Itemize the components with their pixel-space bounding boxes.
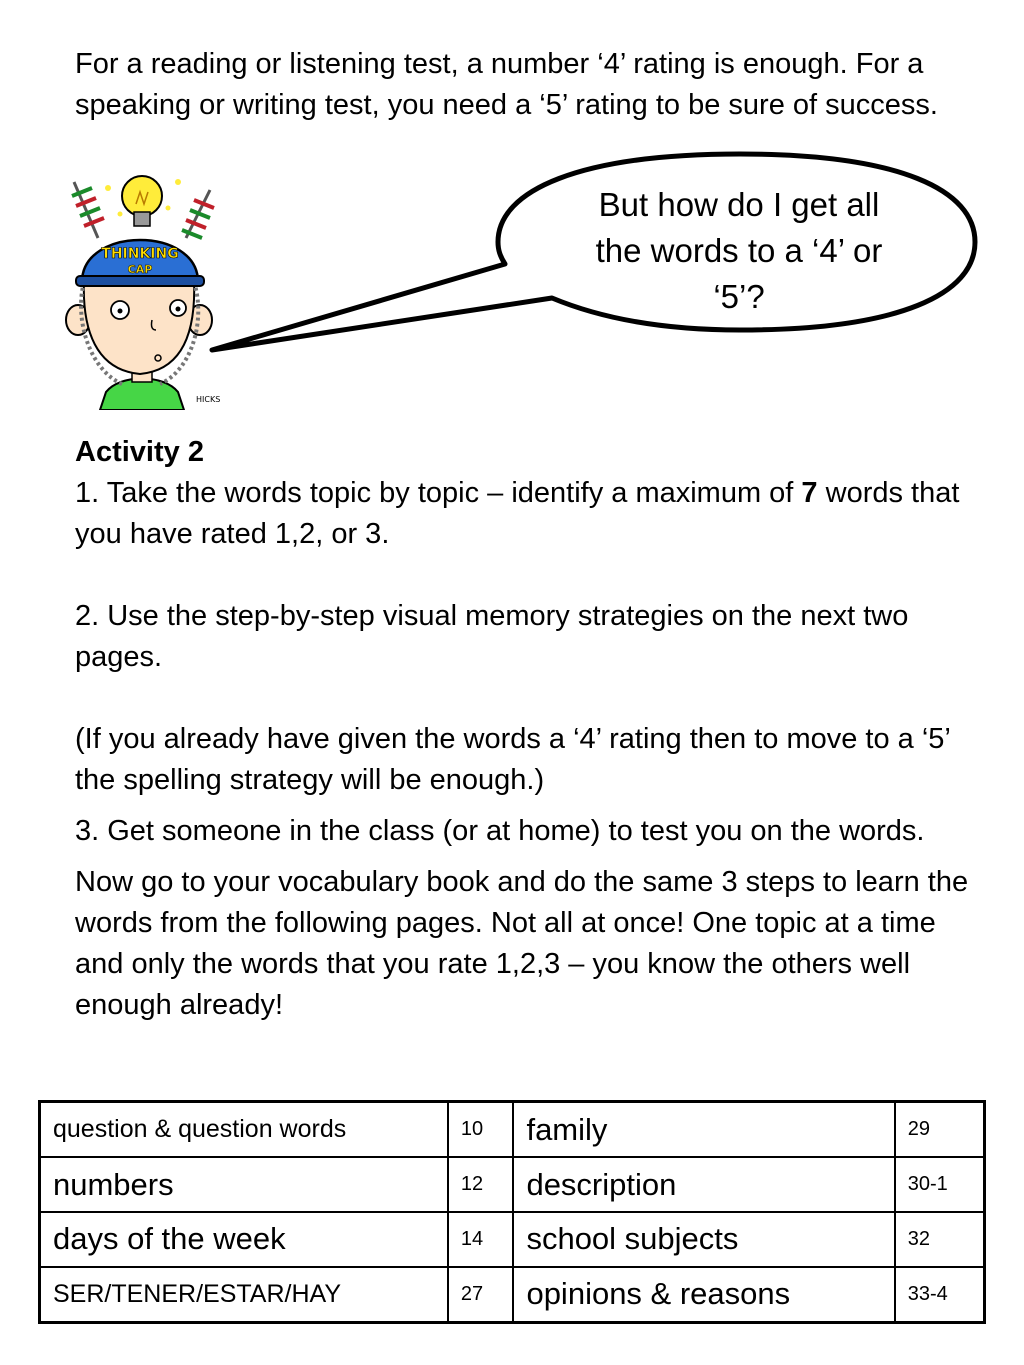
topic-cell: family <box>513 1102 894 1158</box>
page-cell: 10 <box>448 1102 514 1158</box>
step-1-text: 1. Take the words topic by topic – identify a maximum of <box>75 477 802 509</box>
topic-cell: SER/TENER/ESTAR/HAY <box>40 1267 448 1323</box>
cap-sublabel: CAP <box>127 263 153 276</box>
page-cell: 30-1 <box>895 1157 985 1212</box>
topic-cell: question & question words <box>40 1102 448 1158</box>
step-1-bold-number: 7 <box>801 477 818 509</box>
table-row <box>40 1102 985 1158</box>
page-cell: 32 <box>895 1212 985 1267</box>
page-cell: 12 <box>448 1157 514 1212</box>
activity-heading: Activity 2 <box>75 436 204 468</box>
artist-signature: HICKS <box>196 395 220 404</box>
light-bulb-icon <box>105 176 181 226</box>
table-row <box>40 1157 985 1212</box>
page-cell: 33-4 <box>895 1267 985 1323</box>
intro-paragraph: For a reading or listening test, a number ‘4’ rating is enough. For a speaking or writing test, you need a ‘5’ rating to be sure of success. <box>75 48 938 121</box>
table-row <box>40 1267 985 1323</box>
cap-label: THINKING <box>101 246 179 262</box>
final-instructions: Now go to your vocabulary book and do the same 3 steps to learn the words from the following pages. Not all at once! One topic at a time and only the words that you rate 1,2,3 – you know the others well enough already! <box>75 866 969 1021</box>
antenna-right-icon <box>182 190 214 238</box>
spelling-note: (If you already have given the words a ‘4’ rating then to move to a ‘5’ the spelling strategy will be enough.) <box>75 723 950 796</box>
antenna-left-icon <box>72 182 104 238</box>
table-row <box>40 1212 985 1267</box>
topics-table <box>38 1100 986 1324</box>
bubble-text: But how do I get all the words to a ‘4’ or ‘5’? <box>595 186 883 315</box>
shirt-shape <box>100 379 184 411</box>
page-cell: 29 <box>895 1102 985 1158</box>
step-3: 3. Get someone in the class (or at home) to test you on the words. <box>75 815 925 847</box>
topic-cell: opinions & reasons <box>513 1267 894 1323</box>
page-cell: 14 <box>448 1212 514 1267</box>
step-1 <box>75 473 975 555</box>
topic-cell: school subjects <box>513 1212 894 1267</box>
step-2: 2. Use the step-by-step visual memory strategies on the next two pages. <box>75 600 909 673</box>
activity-section <box>75 432 975 1026</box>
topic-cell: days of the week <box>40 1212 448 1267</box>
thinking-cap-boy-illustration <box>60 170 220 410</box>
topic-cell: numbers <box>40 1157 448 1212</box>
step-1-text-end: words that you have rated 1,2, or 3. <box>75 477 960 550</box>
topic-cell: description <box>513 1157 894 1212</box>
page-cell: 27 <box>448 1267 514 1323</box>
